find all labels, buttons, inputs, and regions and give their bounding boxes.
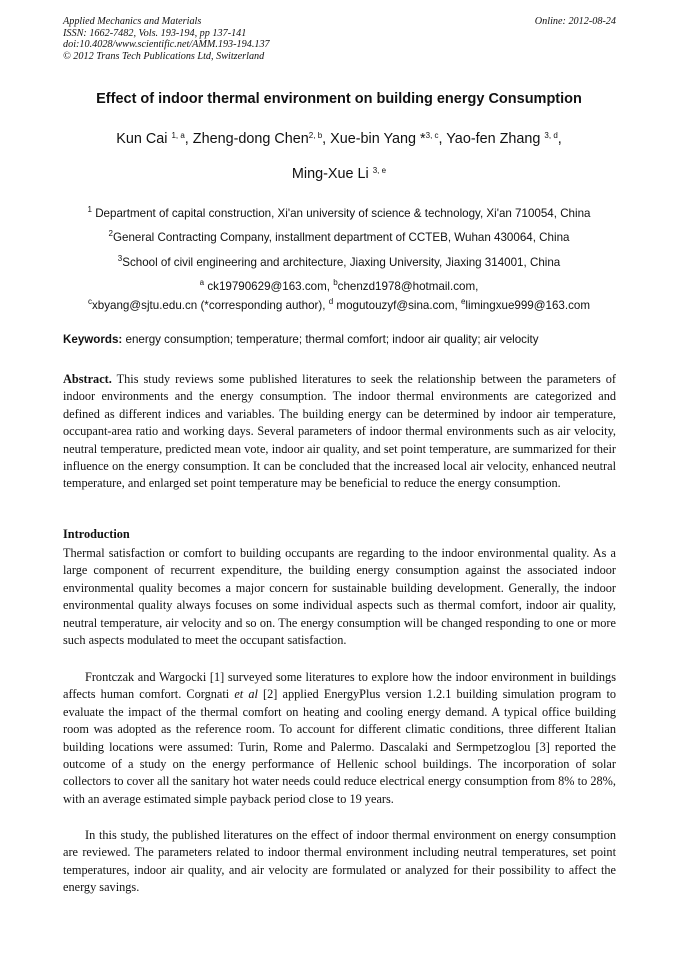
keywords [63,333,539,346]
copyright-line: © 2012 Trans Tech Publications Ltd, Switzerland [63,50,265,62]
journal-name: Applied Mechanics and Materials [63,16,202,27]
abstract-label: Abstract. [63,372,112,386]
keywords-text: energy consumption; temperature; thermal comfort; indoor air quality; air velocity [125,333,539,346]
paragraph-text: Thermal satisfaction or comfort to building occupants are regarding to the indoor environmental quality. As a large component of recurrent expenditure, the building energy consumption against the associated indoor environmental quality becomes a major concern for sustainable building development. Generally, the indoor environmental quality always focuses on some individual aspects such as thermal comfort, indoor air quality, neutral temperature, air velocity and so on. The energy consumption will be changed responding to one or more such aspects modulated to meet the occupant satisfaction. [63,546,616,648]
intro-paragraph-2 [63,669,616,808]
author-sup: 3, e [372,166,387,175]
email-d[interactable]: mogutouzyf@sina.com, [336,299,458,312]
issn-line: ISSN: 1662-7482, Vols. 193-194, pp 137-141 [63,27,247,39]
keywords-label: Keywords: [63,333,123,346]
abstract-text: This study reviews some published literatures to seek the relationship between the parameters of indoor environments and the energy consumption. The indoor thermal environments are categorized and defined as different indices and variables. The building energy can be determined by indoor air temperature, occupant-area ratio and working days. Several parameters of indoor thermal environments such as air velocity, neutral temperature, predicted mean vote, indoor air quality, and set point temperature, are summarized for their influence on the energy consumption. It can be concluded that the increased local air velocity, enhanced neutral temperature, and enlarged set point temperature may be beneficial to reduce the energy consumption. [63,372,616,491]
author-sup: 1, a [171,131,185,140]
affiliation-text: School of civil engineering and architecture, Jiaxing University, Jiaxing 314001, China [122,256,561,269]
intro-paragraph-3 [63,827,616,897]
author-sup: 2, b [308,131,323,140]
affiliation-3 [40,254,638,269]
email-a[interactable]: ck19790629@163.com, [207,280,330,293]
affiliation-sup: 2 [108,229,113,238]
email-e[interactable]: limingxue999@163.com [465,299,590,312]
author-line-1: Kun Cai $^{1, a}$, Zheng-dong Chen$^{2, b}$, Xue-bin Yang *$^{3, c}$, Yao-fen Zhang $^{3, d}$, [116,131,562,147]
section-heading-introduction: Introduction [63,527,130,541]
author-name: Zheng-dong Chen [192,131,309,147]
author-name: Yao-fen Zhang [446,131,541,147]
abstract [63,371,616,493]
doi-line: doi:10.4028/www.scientific.net/AMM.193-194.137 [63,39,270,51]
email-c[interactable]: xbyang@sjtu.edu.cn (*corresponding author), [92,299,326,312]
intro-paragraph-1 [63,545,616,649]
paragraph-text: [2] applied EnergyPlus version 1.2.1 building simulation program to evaluate the impact of the thermal comfort on heating and cooling energy demand. A typical office building room was adopted as the reference room. To account for different climatic conditions, three different Italian building locations were assumed: Turin, Rome and Palermo. Dascalaki and Sermpetzoglou [3] reported the outcome of a study on the energy performance of Hellenic school buildings. The incorporation of solar collectors to cover all the sanitary hot water needs could reduce electrical energy consumption from 8% to 28%, with an average estimated simple payback period close to 19 years. [63,687,617,806]
journal-header [63,16,616,62]
paragraph-text: In this study, the published literatures on the effect of indoor thermal environment on energy consumption are reviewed. The parameters related to indoor thermal environment including neutral temperatures, set point temperatures, indoor air quality, and air velocity are formulated or analyzed for their possibility to affect the energy savings. [63,828,616,895]
author-name: Xue-bin Yang * [330,131,426,147]
author-name: Kun Cai [116,131,168,147]
author-sup: 3, d [544,131,558,140]
online-date: Online: 2012-08-24 [534,16,616,27]
affiliation-sup: 3 [117,254,123,263]
email-line-1: $^a$ ck19790629@163.com, $^b$chenzd1978@hotmail.com, [199,278,479,293]
author-sup: 3, c [425,131,439,140]
email-line-2: $^c$xbyang@sjtu.edu.cn (*corresponding author), $^d$ mogutouzyf@sina.com, $^e$limingxue999@163.com [88,297,590,312]
et-al: et al [234,687,258,702]
author-name: Ming-Xue Li [291,166,369,182]
affiliation-sup: 1 [87,205,92,214]
author-line-2 [40,166,638,182]
affiliation-text: General Contracting Company, installment department of CCTEB, Wuhan 430064, China [112,231,570,244]
affiliation-2 [40,229,638,244]
paper-title: Effect of indoor thermal environment on building energy Consumption [96,91,582,107]
paragraph-text: Frontczak and Wargocki [1] surveyed some literatures to explore how the indoor environment in buildings affects human comfort. Corgnati [63,670,616,702]
email-b[interactable]: chenzd1978@hotmail.com, [337,280,479,293]
affiliation-1 [40,205,638,220]
affiliation-text: Department of capital construction, Xi'an university of science & technology, Xi'an 710054, China [95,207,591,220]
